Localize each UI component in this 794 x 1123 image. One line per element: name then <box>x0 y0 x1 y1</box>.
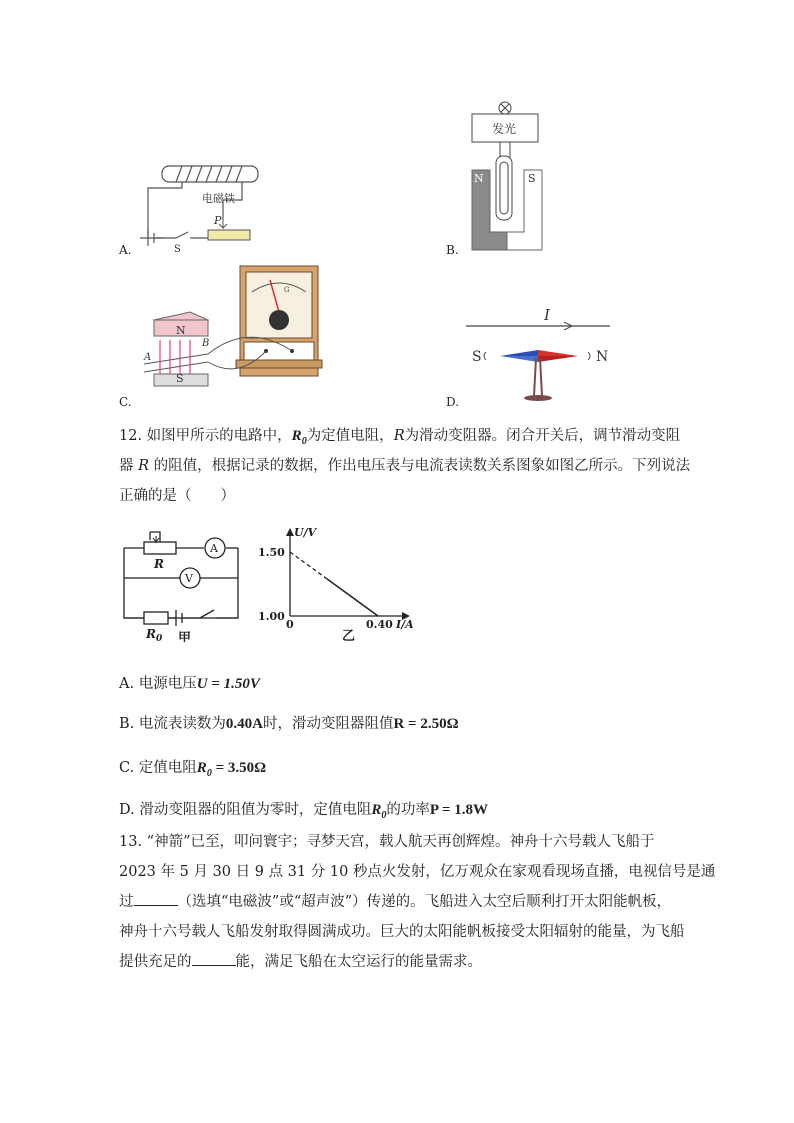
caption-yi: 乙 <box>342 629 356 644</box>
q13-line3: 过 （选填“电磁波”或“超声波”）传递的。飞船进入太空后顺利打开太阳能帆板， <box>119 894 672 910</box>
x-tick-end: 0.40 <box>366 618 393 631</box>
voltmeter-label: V <box>185 572 193 585</box>
option-b-label: B. <box>446 243 459 257</box>
r0-symbol: $R_0$ <box>291 428 307 447</box>
circuit-diagram <box>118 524 244 642</box>
y-tick-bottom: 1.00 <box>258 610 285 623</box>
option-a-label: A. <box>119 243 132 257</box>
line-solid-segment <box>327 579 378 616</box>
generator-diagram <box>462 100 552 255</box>
q12-option-d[interactable]: D. 滑动变阻器的阻值为零时，定值电阻$R_0$的功率P = 1.8W <box>119 802 488 821</box>
south-label: S <box>176 372 184 385</box>
y-tick-top: 1.50 <box>258 546 285 559</box>
q13-line1: 13. “神箭”已至，叩问寰宇；寻梦天宫，载人航天再创辉煌。神舟十六号载人飞船于 <box>119 834 655 850</box>
glow-label: 发光 <box>492 122 517 136</box>
south-label: S <box>472 349 482 365</box>
line-dashed-segment <box>290 552 327 579</box>
figure-a <box>118 160 268 256</box>
north-label: N <box>474 172 484 185</box>
q12-line3: 正确的是（ ） <box>119 488 235 504</box>
figure-d <box>466 300 616 404</box>
ammeter-label: A <box>210 542 218 555</box>
galvanometer-label: G <box>284 286 290 294</box>
q13-line2: 2023 年 5 月 30 日 9 点 31 分 10 秒点火发射，亿万观众在家观看现场直播，电视信号是通 <box>119 864 716 880</box>
q12-line2: 器 R 的阻值，根据记录的数据，作出电压表与电流表读数关系图象如图乙所示。下列说法 <box>119 458 691 474</box>
coil-label: 电磁铁 <box>202 192 235 205</box>
north-label: N <box>176 324 186 337</box>
graph-yi <box>250 524 420 644</box>
option-d-label: D. <box>446 395 460 409</box>
galvanometer-diagram <box>138 262 324 404</box>
y-axis-arrow <box>286 528 294 536</box>
u-i-graph <box>250 524 420 644</box>
x-axis-label: I/A <box>396 618 414 631</box>
circuit-jia <box>118 524 244 642</box>
q12-option-a[interactable]: A. 电源电压U = 1.50V <box>119 676 260 692</box>
slider-label: P <box>214 214 222 227</box>
caption-jia: 甲 <box>178 631 192 642</box>
q12-option-c[interactable]: C. 定值电阻$R_0 = 3.50\Omega$ <box>119 760 267 779</box>
r-label: R <box>154 557 164 571</box>
y-axis-label: U/V <box>294 526 317 539</box>
r0-label: $R_0$ <box>146 627 163 642</box>
south-label: S <box>528 172 536 185</box>
electromagnet-circuit-diagram <box>118 160 268 256</box>
b-label: B <box>202 338 210 349</box>
q13-line4: 神舟十六号载人飞船发射取得圆满成功。巨大的太阳能帆板接受太阳辐射的能量，为飞船 <box>119 924 685 940</box>
compass-wire-diagram <box>466 300 616 404</box>
q12-option-b[interactable]: B. 电流表读数为0.40A时，滑动变阻器阻值R = 2.50Ω <box>119 716 459 732</box>
a-label: A <box>144 352 152 363</box>
q12-line1: 12. 如图甲所示的电路中，$R_0$为定值电阻，R为滑动变阻器。闭合开关后，调节滑动变阻 <box>119 428 681 447</box>
north-label: N <box>596 349 609 365</box>
switch-label: S <box>174 244 181 255</box>
figure-c <box>138 262 324 404</box>
answer-blank-1[interactable] <box>134 893 178 906</box>
answer-blank-2[interactable] <box>192 953 236 966</box>
origin-label: 0 <box>286 618 294 631</box>
figure-b <box>462 100 552 255</box>
option-c-label: C. <box>119 395 132 409</box>
q13-line5: 提供充足的 能，满足飞船在太空运行的能量需求。 <box>119 954 482 970</box>
current-label: I <box>544 306 550 324</box>
